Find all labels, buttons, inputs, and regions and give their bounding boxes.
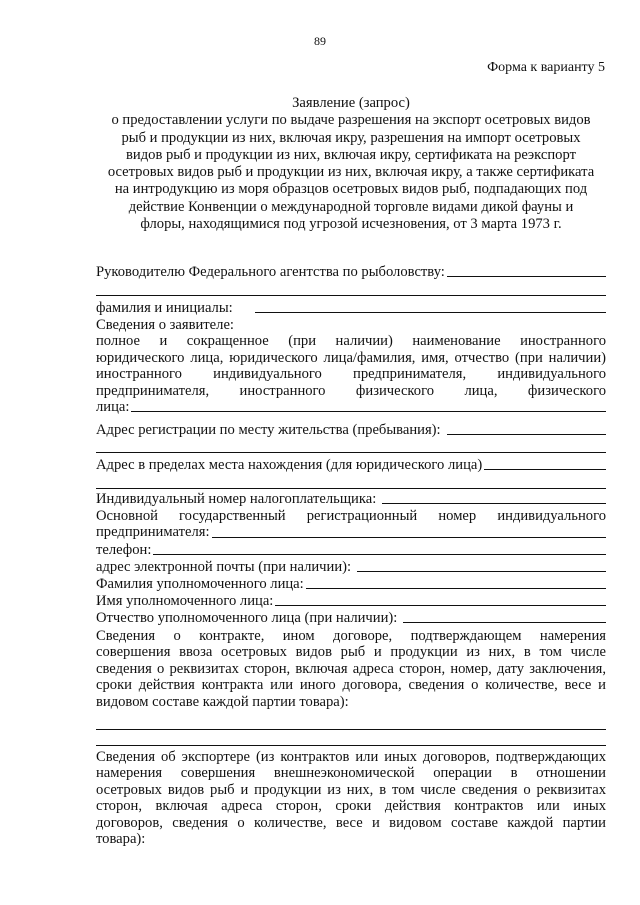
title-line: на интродукцию из моря образцов осетровых видов рыб, подпадающих под	[114, 181, 588, 198]
ogrnip-input-line[interactable]	[212, 536, 607, 538]
rep-surname-row	[96, 576, 606, 592]
rep-patronymic-row	[96, 610, 606, 626]
title-heading: Заявление (запрос)	[292, 95, 410, 111]
title-line: о предоставлении услуги по выдаче разрешения на экспорт осетровых видов	[111, 112, 591, 129]
contract-info-block	[96, 628, 606, 710]
applicant-desc-line: полное и сокращенное (при наличии) наименование иностранного	[96, 333, 606, 350]
applicant-info-block	[96, 317, 606, 415]
exporter-info-line: товара):	[96, 831, 146, 848]
blank-line[interactable]	[96, 452, 606, 453]
rep-patronymic-input-line[interactable]	[403, 621, 606, 623]
blank-line[interactable]	[96, 295, 606, 296]
rep-name-label: Имя уполномоченного лица:	[96, 593, 274, 609]
title-line: осетровых видов рыб и продукции из них, включая икру, а также сертификата	[107, 164, 595, 181]
exporter-info-block	[96, 749, 606, 847]
ogrnip-label-cont: предпринимателя:	[96, 524, 210, 541]
applicant-input-line[interactable]	[131, 410, 606, 412]
email-input-line[interactable]	[357, 570, 606, 572]
location-address-label: Адрес в пределах места нахождения (для юридического лица)	[96, 457, 483, 473]
reg-address-label: Адрес регистрации по месту жительства (пребывания):	[96, 422, 441, 438]
applicant-info-label: Сведения о заявителе:	[96, 317, 234, 333]
exporter-info-line: намерения совершения внешнеэкономической операции в отношении	[96, 765, 606, 782]
contract-info-line: сведения о реквизитах сторон, включая адреса сторон, номер, дату заключения,	[96, 660, 606, 677]
rep-surname-label: Фамилия уполномоченного лица:	[96, 576, 304, 592]
inn-row	[96, 491, 606, 507]
contract-info-line: сроки действия контракта или иного договора, сведения о количестве, весе и	[96, 677, 606, 694]
contract-info-line: видовом составе каждой партии товара):	[96, 693, 349, 710]
head-input-line[interactable]	[447, 275, 606, 277]
blank-line[interactable]	[96, 745, 606, 746]
contract-info-line: совершения ввоза осетровых видов рыб и продукции из них, в том числе	[96, 644, 606, 661]
reg-address-row	[96, 422, 606, 438]
rep-name-input-line[interactable]	[275, 604, 606, 606]
location-address-row	[96, 457, 606, 473]
initials-input-line[interactable]	[255, 311, 606, 313]
blank-line[interactable]	[96, 729, 606, 730]
inn-label: Индивидуальный номер налогоплательщика:	[96, 491, 377, 507]
exporter-info-line: сторон, включая адреса сторон, сроки действия контрактов или иных	[96, 798, 606, 815]
initials-label: фамилия и инициалы:	[96, 300, 233, 316]
email-row	[96, 559, 606, 575]
reg-address-input-line[interactable]	[447, 433, 606, 435]
phone-input-line[interactable]	[153, 553, 606, 555]
applicant-desc-line: иностранного индивидуального предпринимателя, индивидуального	[96, 366, 606, 383]
exporter-info-line: осетровых видов рыб и продукции из них, в том числе сведения о реквизитах	[96, 781, 606, 798]
title-line: флоры, находящимися под угрозой исчезновения, от 3 марта 1973 г.	[140, 216, 562, 233]
form-variant-label: Форма к варианту 5	[487, 60, 605, 75]
title-line: действие Конвенции о международной торговле видами дикой фауны и	[128, 198, 574, 215]
title-line: рыб и продукции из них, включая икру, разрешения на импорт осетровых	[121, 129, 581, 146]
location-address-input-line[interactable]	[484, 468, 606, 470]
head-label: Руководителю Федерального агентства по рыболовству:	[96, 264, 445, 280]
title-line: видов рыб и продукции из них, включая икру, сертификата на реэкспорт	[126, 146, 576, 163]
contract-info-line: Сведения о контракте, ином договоре, подтверждающем намерения	[96, 628, 606, 644]
phone-row	[96, 542, 606, 558]
exporter-info-line: договоров, сведения о количестве, весе и видовом составе каждой партии	[96, 814, 606, 831]
applicant-desc-line: предпринимателя, иностранного физического лица, физического	[96, 382, 606, 399]
inn-input-line[interactable]	[382, 502, 606, 504]
rep-patronymic-label: Отчество уполномоченного лица (при наличии):	[96, 610, 398, 626]
head-row	[96, 264, 606, 280]
applicant-desc-line: юридического лица, юридического лица/фамилия, имя, отчество (при наличии)	[96, 349, 606, 366]
initials-row	[96, 300, 606, 316]
document-title	[95, 95, 607, 233]
email-label: адрес электронной почты (при наличии):	[96, 559, 352, 575]
applicant-desc-line: лица:	[96, 399, 130, 416]
ogrnip-block	[96, 508, 606, 541]
rep-surname-input-line[interactable]	[306, 587, 606, 589]
rep-name-row	[96, 593, 606, 609]
blank-line[interactable]	[96, 488, 606, 489]
page-number: 89	[314, 34, 326, 48]
phone-label: телефон:	[96, 542, 152, 558]
exporter-info-line: Сведения об экспортере (из контрактов или иных договоров, подтверждающих	[96, 749, 606, 765]
ogrnip-label: Основной государственный регистрационный номер индивидуального	[96, 508, 606, 524]
